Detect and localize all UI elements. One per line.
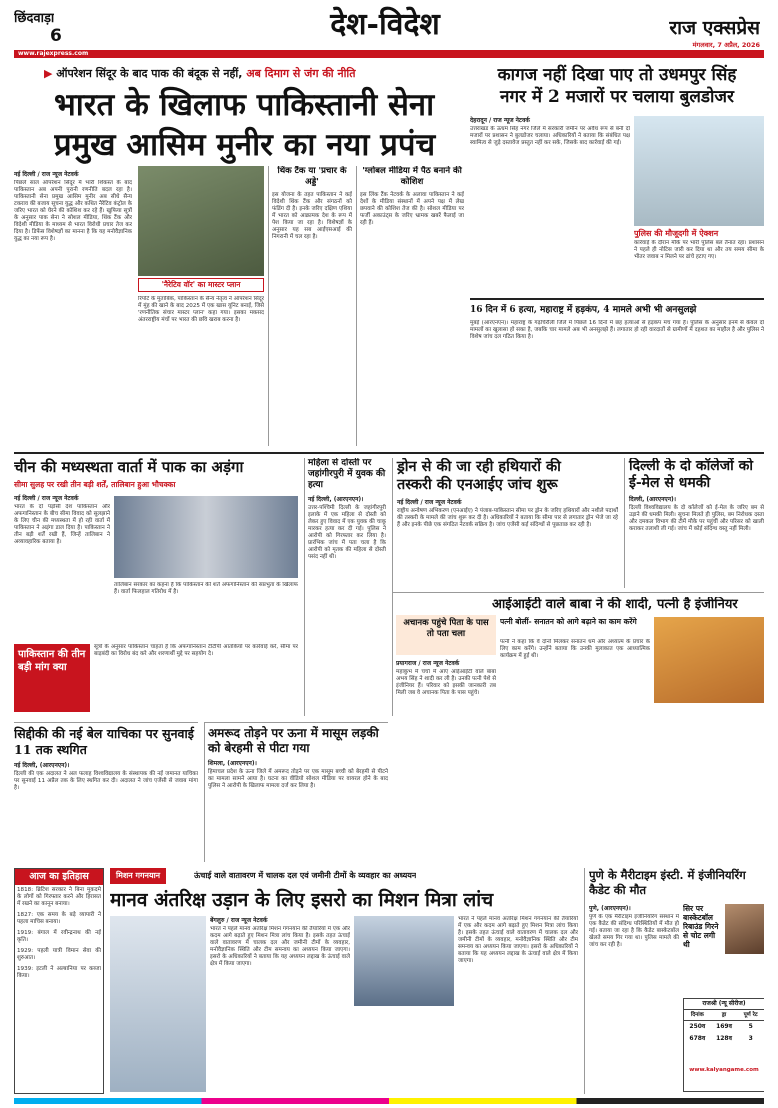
- website-url[interactable]: www.rajexpress.com: [18, 50, 89, 57]
- story7-byline: दिल्ली, (आरएनएन)।: [629, 496, 677, 503]
- isro-photo: [110, 916, 206, 1092]
- baba-photo: [654, 617, 764, 703]
- lottery-box: [683, 998, 764, 1092]
- box2-title: 'ग्लोबल मीडिया में पैठ बनाने की कोशिश: [362, 166, 462, 187]
- lottery-cell: 128व: [716, 1035, 732, 1042]
- story7-headline: दिल्ली के दो कॉलेजों को ई-मेल से धमकी: [629, 458, 754, 491]
- lottery-cell: 678व: [689, 1035, 706, 1042]
- box2: [356, 166, 464, 446]
- page-city: छिंदवाड़ा: [14, 11, 55, 26]
- history-title: आज का इतिहास: [15, 869, 103, 885]
- story6-headline-2: तस्करी की एनआईए जांच शुरू: [397, 476, 558, 493]
- story-siddiqui: [14, 722, 198, 862]
- masthead: [0, 0, 778, 58]
- story9-headline: सिद्दीकी की नई बेल याचिका पर सुनवाई 11 तक स्थगित: [14, 726, 194, 757]
- box2-body: इस लिंक टैंक नेटवर्क के अलावा पाकिस्तान ने कई देशों के मीडिया संस्थानों में अपने पक्ष में लेख छपवाने की कोशिश तेज की है। सोशल मीडिया पर फर्जी अकाउंट्स के जरिए भ्रामक खबरें फैलाई जा रही हैं।: [360, 192, 464, 226]
- story4-headline: चीन की मध्यस्थता वार्ता में पाक का अड़ंगा: [14, 458, 244, 476]
- box1-title: थिंक टैंक या 'प्रचार के अड्डे': [277, 166, 347, 187]
- story8-box: [396, 615, 496, 655]
- story11-kicker: मिशन गगनयान: [110, 868, 166, 884]
- story2-side-head: पुलिस की मौजूदगी में ऐक्शन: [634, 228, 719, 238]
- color-registration-strip: [14, 1098, 764, 1104]
- story4-byline: नई दिल्ली / राज न्यूज नेटवर्क: [14, 495, 79, 502]
- story2-byline: देहरादून / राज न्यूज नेटवर्क: [470, 117, 530, 124]
- story-gaganyaan: [110, 868, 578, 1094]
- story11-body: भारत ने पहले मानव अंतरिक्ष मिशन गगनयान की तैयारियों में एक और कदम आगे बढ़ाते हुए मिशन मित्रा लांच किया है। इसके तहत ऊंचाई वाले वातावरण में चालक दल और जमीनी टीमों के व्यवहार, मनोवैज्ञानिक स्थिति और टीम समन्वय का अध्ययन किया जाएगा। इसरो के अधिकारियों ने बताया कि यह अध्ययन लद्दाख के ऊंचाई वाले क्षेत्र में किया जाएगा।: [210, 926, 350, 967]
- story1-headline-2: प्रमुख आसिम मुनीर का नया प्रपंच: [54, 127, 436, 163]
- story5-headline: महिला से दोस्ती पर जहांगीरपुरी में युवक की हत्या: [308, 458, 386, 490]
- story1-subhead: 'नैरेटिव वॉर' का मास्टर प्लान: [161, 280, 241, 289]
- story1-headline-1: भारत के खिलाफ पाकिस्तानी सेना: [54, 87, 435, 123]
- lottery-cell: 250व: [689, 1023, 706, 1030]
- story5-body: उत्तर-पश्चिमी दिल्ली के जहांगीरपुरी इलाके में एक महिला से दोस्ती को लेकर हुए विवाद में एक युवक की चाकू मारकर हत्या कर दी गई। पुलिस ने आरोपी को गिरफ्तार कर लिया है। प्रारंभिक जांच में पता चला है कि आरोपी को मृतक की महिला से दोस्ती पसंद नहीं थी।: [308, 505, 386, 560]
- story3-body: मुंबई (आरएनएन)। महाराष्ट्र के गढ़चिरौली जिले में पिछले 16 दिनों में छह हत्याओं से हड़कंप मच गया है। पुलिस के अनुसार इनमें से केवल दो मामलों का खुलासा हो सका है, जबकि चार मामले अब भी अनसुलझे हैं। लगातार हो रही वारदातों से ग्रामीणों में दहशत का माहौल है और पुलिस ने विशेष जांच दल गठित किया है।: [470, 320, 764, 340]
- pak-demands-box: [14, 644, 90, 712]
- story12-body: पुणे के एक मैरीटाइम इंजीनियरिंग संस्थान में एक कैडेट की संदिग्ध परिस्थितियों में मौत हो गई। बताया जा रहा है कि कैडेट बास्केटबॉल खेलते समय गिर गया था। पुलिस मामले की जांच कर रही है।: [589, 914, 679, 948]
- story6-body: राष्ट्रीय अन्वेषण अभिकरण (एनआईए) ने पंजाब-पाकिस्तान सीमा पर ड्रोन के जरिए हथियारों और नशीले पदार्थों की तस्करी के मामले की जांच शुरू कर दी है। अधिकारियों ने बताया कि सीमा पार से लगातार ड्रोन भेजे जा रहे हैं और इनके पीछे एक संगठित नेटवर्क सक्रिय है। जांच एजेंसी कई संदिग्धों से पूछताछ कर रही है।: [397, 508, 618, 528]
- munir-photo: [138, 166, 264, 276]
- story-bulldozer: [470, 62, 764, 294]
- box1-body: इस योजना के तहत पाकिस्तान ने कई विदेशी थिंक टैंक और संगठनों को फंडिंग दी है। इनके जरिए दक्षिण एशिया में भारत को आक्रामक देश के रूप में पेश किया जा रहा है। विशेषज्ञों के अनुसार यह सब आईएसआई की निगरानी में चल रहा है।: [272, 192, 352, 240]
- story-college-threat: [624, 458, 764, 588]
- story8-quote-body: पत्नी ने कहा कि वे दोनों मिलकर सनातन धर्म और अध्यात्म के प्रचार के लिए काम करेंगे। उन्होंने बताया कि उनकी मुलाकात एक आध्यात्मिक कार्यक्रम में हुई थी।: [500, 639, 650, 659]
- brand-logo: राज एक्सप्रेस: [669, 17, 760, 39]
- story8-headline: आईआईटी वाले बाबा ने की शादी, पत्नी है इंजीनियर: [492, 597, 738, 612]
- history-item: 1827: एक समय के बड़े व्यापारी ने पहला माचिस बनाया।: [17, 912, 101, 925]
- story10-headline: अमरूद तोड़ने पर ऊना में मासूम लड़की को बेरहमी से पीटा गया: [208, 726, 379, 755]
- story2-body: उत्तराखंड के ऊधम सिंह नगर जिले में सरकारी जमीन पर अवैध रूप से बनी दो मजारों पर प्रशासन ने बुलडोजर चलाया। अधिकारियों ने बताया कि संबंधित पक्ष स्वामित्व से जुड़े दस्तावेज प्रस्तुत नहीं कर सके, जिसके बाद कार्रवाई की गई।: [470, 126, 630, 146]
- story4-body: भारत के दो पड़ोसी देश पाकिस्तान और अफगानिस्तान के बीच सीमा विवाद को सुलझाने के लिए चीन की मध्यस्थता में हो रही वार्ता में पाकिस्तान ने अड़ंगा डाल दिया है। पाकिस्तान ने तीन बड़ी शर्तें रखी हैं, जिन्हें तालिबान ने अव्यावहारिक बताया है।: [14, 504, 110, 545]
- history-item: 1929: पहली यात्री विमान सेवा की शुरुआत।: [17, 948, 101, 961]
- lottery-row: [684, 1021, 764, 1033]
- lottery-row: [684, 1033, 764, 1045]
- story5-byline: नई दिल्ली, (आरएनएन)।: [308, 496, 364, 503]
- story4-subhead: सीमा सुलह पर रखी तीन बड़ी शर्तें, तालिबान हुआ भौचक्का: [14, 480, 176, 489]
- story8-body: महाकुंभ में चर्चा में आए आईआईटी वाले बाबा अभय सिंह ने शादी कर ली है। उनकी पत्नी पेशे से इंजीनियर हैं। परिवार को इसकी जानकारी तब मिली जब वे अचानक पिता के पास पहुंचे।: [396, 669, 496, 696]
- story7-body: दिल्ली विश्वविद्यालय के दो कॉलेजों को ई-मेल के जरिए बम से उड़ाने की धमकी मिली। सूचना मिलते ही पुलिस, बम निरोधक दस्ता और दमकल विभाग की टीमें मौके पर पहुंचीं और परिसर को खाली कराकर तलाशी ली गई। जांच में कोई संदिग्ध वस्तु नहीं मिली।: [629, 505, 764, 532]
- story4-body2: तालिबान सरकार का कहना है कि पाकिस्तान की शर्तें अफगानिस्तान की संप्रभुता के खिलाफ हैं। वार्ता फिलहाल गतिरोध में है।: [114, 582, 298, 595]
- lottery-header: ड्रा: [721, 1012, 727, 1018]
- story9-body: दिल्ली की एक अदालत ने अल फलाह विश्वविद्यालय के संस्थापक की नई जमानत याचिका पर सुनवाई 11 अप्रैल तक के लिए स्थगित कर दी। अदालत ने जांच एजेंसी से जवाब मांगा है।: [14, 771, 198, 791]
- story11-body-cont: भारत ने पहले मानव अंतरिक्ष मिशन गगनयान की तैयारियों में एक और कदम आगे बढ़ाते हुए मिशन मित्रा लांच किया है। इसके तहत ऊंचाई वाले वातावरण में चालक दल और जमीनी टीमों के व्यवहार, मनोवैज्ञानिक स्थिति और टीम समन्वय का अध्ययन किया जाएगा। इसरो के अधिकारियों ने बताया कि यह अध्ययन लद्दाख के ऊंचाई वाले क्षेत्र में किया जाएगा।: [458, 916, 578, 964]
- lottery-header: पूर्ण रेट: [743, 1012, 758, 1018]
- story6-byline: नई दिल्ली / राज न्यूज नेटवर्क: [397, 499, 462, 506]
- story11-kicker-rest: ऊंचाई वाले वातावरण में चालक दल एवं जमीनी टीमों के व्यवहार का अध्ययन: [194, 871, 417, 880]
- history-item: 1919: बंगाल में रवीन्द्रनाथ की नई कृति।: [17, 930, 101, 943]
- story10-body: हिमाचल प्रदेश के ऊना जिले में अमरूद तोड़ने पर एक मासूम बच्ची को बेरहमी से पीटने का मामला सामने आया है। घटना का वीडियो सोशल मीडिया पर वायरल होने के बाद पुलिस ने आरोपी के खिलाफ मामला दर्ज कर लिया है।: [208, 769, 388, 789]
- story12-side-head: सिर पर बास्केटबॉल रिबाउंड गिरने से चोट लगी थी: [683, 904, 719, 949]
- story4-box-body: सूत्रों के अनुसार पाकिस्तान चाहता है कि अफगानिस्तान टीटीपी आतंकियों पर कार्रवाई करे, सीमा पर बाड़बंदी का विरोध बंद करे और शरणार्थी मुद्दे पर सहयोग दे।: [94, 644, 298, 657]
- issue-date: मंगलवार, 7 अप्रैल, 2026: [692, 41, 760, 49]
- subhead-box: [138, 278, 264, 292]
- story12-byline: पुणे, (आरएनएन)।: [589, 905, 631, 912]
- divider: [14, 452, 764, 454]
- story-iit-baba: [392, 592, 764, 772]
- history-item: 1939: इटली ने अल्बानिया पर कब्जा किया।: [17, 966, 101, 979]
- website-bar: [14, 50, 764, 58]
- story2-headline-2: नगर में 2 मजारों पर चलाया बुलडोजर: [500, 87, 734, 107]
- history-item: 1818: ब्रिटिश सरकार ने बिना मुकदमे के लोगों को गिरफ्तार करने और हिरासत में रखने का कानून बनाया।: [17, 887, 101, 907]
- story-china: [14, 458, 298, 716]
- crew-photo: [354, 916, 454, 1006]
- story6-headline-1: ड्रोन से की जा रही हथियारों की: [397, 458, 561, 475]
- story11-kicker-bar: [110, 868, 578, 884]
- story12-headline: पुणे के मैरीटाइम इंस्टी. में इंजीनियरिंग कैडेट की मौत: [589, 868, 746, 897]
- story4-box-title: पाकिस्तान की तीन बड़ी मांग क्या: [18, 649, 86, 673]
- box1: [268, 166, 352, 446]
- story8-box-title: अचानक पहुंचे पिता के पास तो पता चला: [403, 618, 489, 639]
- story2-headline-1: कागज नहीं दिखा पाए तो उधमपुर सिंह: [497, 65, 737, 85]
- story1-subbody: रिपोर्ट के मुताबिक, पाकिस्तान के सैन्य नेतृत्व ने ऑपरेशन सिंदूर में मुंह की खाने के बाद 2025 में एक खास यूनिट बनाई, जिसे 'रणनीतिक संचार मास्टर प्लान' कहा गया। इसका मकसद अंतरराष्ट्रीय मंचों पर भारत की छवि खराब करना है।: [138, 296, 264, 323]
- lottery-cell: 3: [748, 1035, 753, 1042]
- lottery-cell: 5: [748, 1023, 753, 1030]
- story-pak-army: [14, 62, 464, 452]
- story11-headline: मानव अंतरिक्ष उड़ान के लिए इसरो का मिशन मित्रा लांच: [110, 889, 494, 911]
- story8-quote-head: पत्नी बोलीं- सनातन को आगे बढ़ाने का काम करेंगे: [500, 617, 637, 626]
- story9-byline: नई दिल्ली, (आरएनएन)।: [14, 762, 70, 769]
- mazar-photo: [634, 116, 764, 226]
- cadet-photo: [725, 904, 764, 954]
- story1-byline: नई दिल्ली / राज न्यूज नेटवर्क: [14, 171, 79, 178]
- story3-headline: 16 दिन में 6 हत्या, महाराष्ट्र में हड़कंप, 4 मामले अभी भी अनसुलझे: [470, 305, 697, 315]
- story1-kicker: ▶ ऑपरेशन सिंदूर के बाद पाक की बंदूक से नहीं, अब दिमाग से जंग की नीति: [44, 67, 356, 80]
- section-title: देश-विदेश: [330, 7, 440, 42]
- lottery-title: राजश्री (न्यू सीरीज): [684, 999, 764, 1010]
- story-pune: [584, 868, 764, 1094]
- story1-body: पिछले साल ऑपरेशन सिंदूर में भारी शिकस्त के बाद पाकिस्तान अब अपनी पुरानी रणनीति बदल रहा है। पाकिस्तानी सेना प्रमुख आसिम मुनीर अब सीधे सैन्य टकराव की बजाय सूचना युद्ध और कथित नैरेटिव कंट्रोल के जरिए भारत को घेरने की कोशिश कर रहे हैं। खुफिया सूत्रों के अनुसार पाक सेना ने सोशल मीडिया, थिंक टैंक और विदेशी मीडिया के माध्यम से भारत विरोधी प्रचार तेज कर दिया है। डिफेंस विशेषज्ञों का मानना है कि यह मनोवैज्ञानिक युद्ध का नया रूप है।: [14, 180, 132, 242]
- lottery-url[interactable]: www.kalyangame.com: [689, 1067, 759, 1073]
- page-number: 6: [50, 26, 62, 46]
- story-jahangirpuri: [304, 458, 386, 716]
- story8-byline: प्रयागराज / राज न्यूज नेटवर्क: [396, 660, 460, 667]
- story-una: [204, 722, 388, 862]
- kicker-arrow-icon: ▶: [44, 67, 57, 80]
- story-maharashtra: [470, 298, 764, 448]
- lottery-header: दिनांक: [690, 1012, 704, 1018]
- story2-side-body: कार्रवाई के दौरान मौके पर भारी पुलिस बल तैनात रहा। प्रशासन ने पहले ही नोटिस जारी कर दिया था और तय समय सीमा के भीतर जवाब न मिलने पर ढांचे हटाए गए।: [634, 240, 764, 260]
- story11-byline: बेंगलुरु / राज न्यूज नेटवर्क: [210, 917, 268, 924]
- history-box: [14, 868, 104, 1094]
- story10-byline: शिमला, (आरएनएन)।: [208, 760, 257, 767]
- lottery-cell: 169व: [716, 1023, 732, 1030]
- talks-photo: [114, 496, 298, 578]
